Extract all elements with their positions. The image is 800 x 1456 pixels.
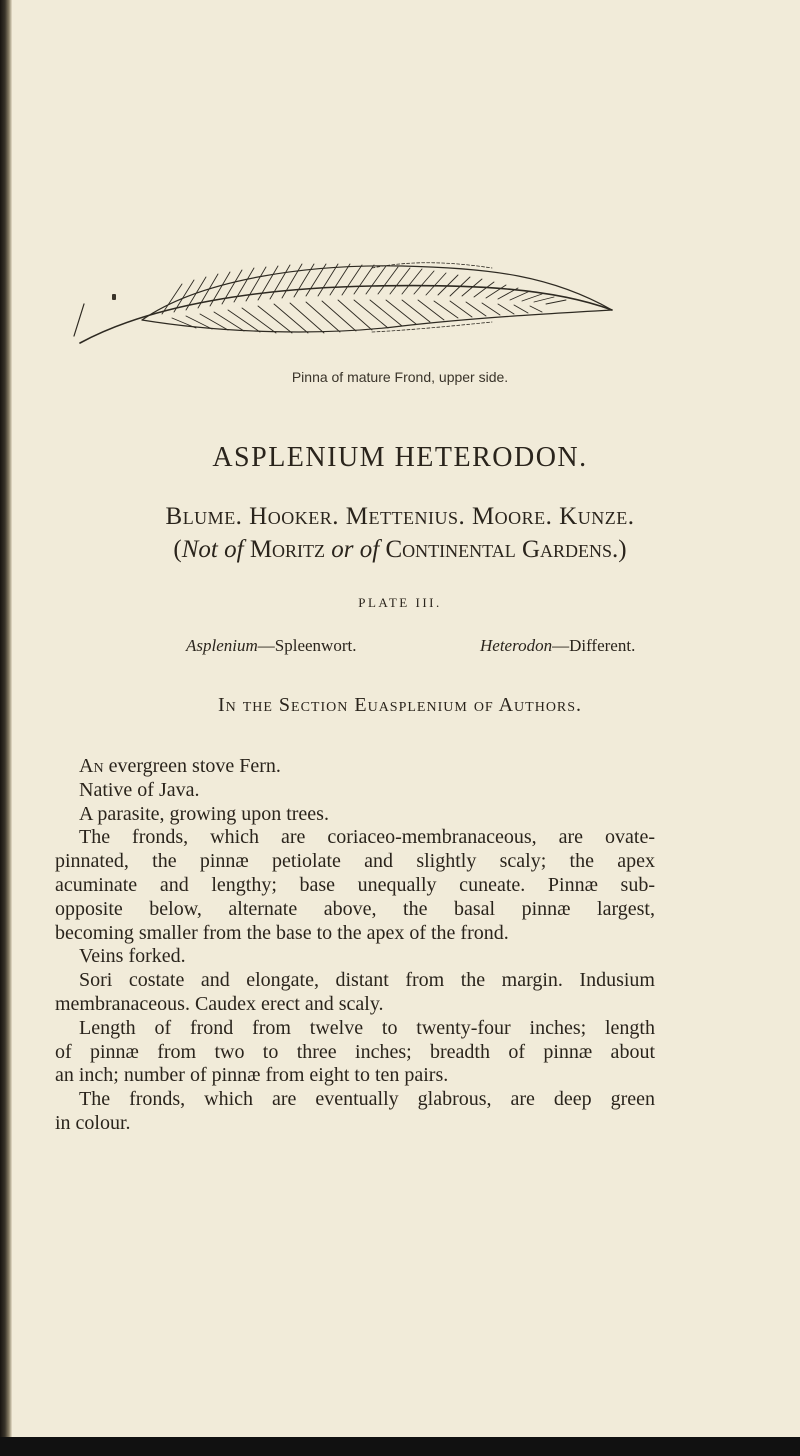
pinna-illustration	[72, 238, 632, 348]
description-line: Veins forked.	[79, 945, 186, 968]
description-line: opposite below, alternate above, the basal pinnæ largest,	[55, 897, 655, 920]
plate-number: PLATE III.	[358, 595, 442, 610]
page-title: ASPLENIUM HETERODON.	[212, 442, 588, 473]
description-line: pinnated, the pinnæ petiolate and slightly scaly; the apex	[55, 850, 655, 873]
etymology-species	[480, 636, 635, 656]
description-line: Native of Java.	[79, 778, 200, 801]
figure-caption: Pinna of mature Frond, upper side.	[291, 369, 509, 385]
moritz-text: Moritz	[243, 536, 332, 563]
binding-edge	[0, 0, 12, 1456]
description-line: in colour.	[55, 1111, 131, 1134]
genus-meaning: —Spleenwort.	[257, 636, 357, 655]
description-text	[55, 755, 655, 1136]
or-of-text: or of	[331, 536, 380, 563]
description-line: The fronds, which are eventually glabrous, are deep green	[79, 1088, 655, 1111]
scan-edge	[0, 1437, 800, 1456]
lead-rest: evergreen stove Fern.	[103, 755, 281, 777]
continental-gardens-text: Continental Gardens.)	[379, 536, 627, 563]
authors-line: Blume. Hooker. Mettenius. Moore. Kunze.	[165, 503, 635, 530]
description-line: an inch; number of pinnæ from eight to ten pairs.	[55, 1064, 449, 1087]
not-of-text: Not of	[181, 536, 244, 563]
description-line	[55, 755, 655, 779]
description-line: becoming smaller from the base to the apex of the frond.	[55, 921, 509, 944]
genus-term: Asplenium	[186, 636, 258, 655]
description-line: Sori costate and elongate, distant from the margin. Indusium	[79, 969, 655, 992]
description-line: A parasite, growing upon trees.	[79, 802, 329, 825]
section-heading: In the Section Euasplenium of Authors.	[217, 694, 583, 716]
open-paren: (	[173, 536, 182, 563]
description-line: Length of frond from twelve to twenty-four inches; length	[79, 1016, 655, 1039]
etymology-genus	[186, 636, 356, 656]
description-line: of pinnæ from two to three inches; breadth of pinnæ about	[55, 1040, 655, 1063]
lead-word: An	[79, 755, 104, 777]
description-line: The fronds, which are coriaceo-membranaceous, are ovate-	[79, 826, 655, 849]
species-meaning: —Different.	[552, 636, 636, 655]
description-line: membranaceous. Caudex erect and scaly.	[55, 992, 384, 1015]
synonymy-note	[0, 536, 800, 564]
description-line: acuminate and lengthy; base unequally cuneate. Pinnæ sub-	[55, 873, 655, 896]
species-term: Heterodon	[480, 636, 553, 655]
